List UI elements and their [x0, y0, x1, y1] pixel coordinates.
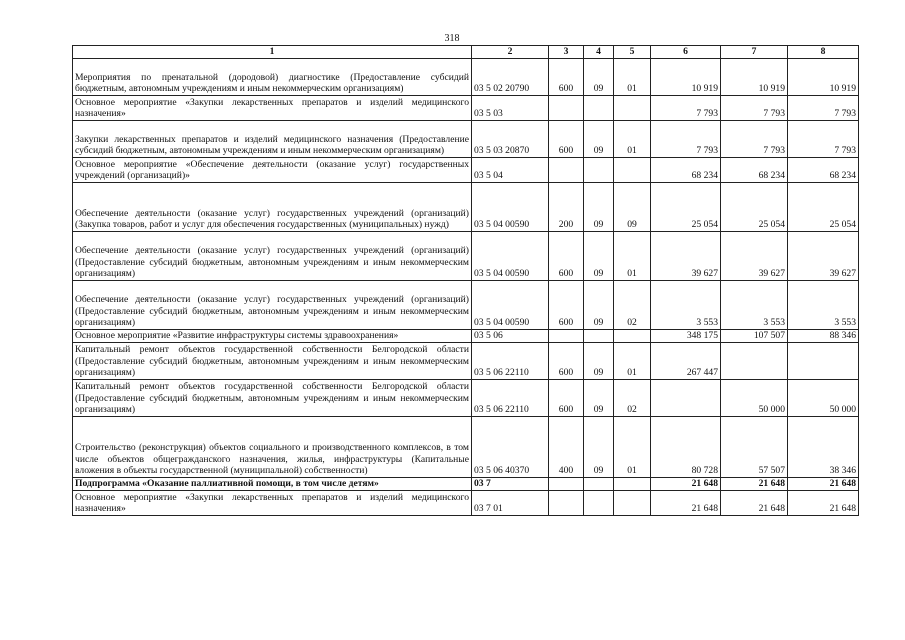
row-code: 03 7 01 [472, 491, 549, 516]
row-col-7: 7 793 [721, 121, 788, 158]
row-col-6: 80 728 [651, 417, 721, 478]
table-row [73, 59, 859, 96]
row-col-3 [549, 158, 584, 183]
row-col-4: 09 [584, 281, 614, 330]
row-col-6: 21 648 [651, 491, 721, 516]
row-col-5 [614, 330, 651, 343]
row-code: 03 7 [472, 478, 549, 491]
row-col-6: 7 793 [651, 96, 721, 121]
header-cell: 2 [472, 46, 549, 59]
row-name: Капитальный ремонт объектов государственной собственности Белгородской области (Предоставление субсидий бюджетным, автономным учреждениям и иным некоммерческим организациям) [73, 343, 472, 380]
table-row [73, 417, 859, 478]
header-cell: 1 [73, 46, 472, 59]
table-row [73, 478, 859, 491]
row-col-6: 25 054 [651, 183, 721, 232]
row-col-3 [549, 491, 584, 516]
table-row [73, 330, 859, 343]
row-col-6: 10 919 [651, 59, 721, 96]
row-col-5: 09 [614, 183, 651, 232]
row-name: Обеспечение деятельности (оказание услуг) государственных учреждений (организаций) (Закупка товаров, работ и услуг для обеспечения государственных (муниципальных) нужд) [73, 183, 472, 232]
row-col-3: 600 [549, 232, 584, 281]
row-col-8 [788, 343, 859, 380]
row-col-7: 7 793 [721, 96, 788, 121]
row-col-8: 88 346 [788, 330, 859, 343]
row-col-7: 25 054 [721, 183, 788, 232]
row-code: 03 5 04 [472, 158, 549, 183]
row-col-6: 3 553 [651, 281, 721, 330]
row-col-7: 21 648 [721, 478, 788, 491]
row-col-5: 02 [614, 380, 651, 417]
row-col-8: 21 648 [788, 478, 859, 491]
row-col-7: 39 627 [721, 232, 788, 281]
row-col-8: 38 346 [788, 417, 859, 478]
row-col-7: 3 553 [721, 281, 788, 330]
row-name: Основное мероприятие «Обеспечение деятельности (оказание услуг) государственных учреждений (организаций)» [73, 158, 472, 183]
row-col-3: 600 [549, 59, 584, 96]
row-col-3: 600 [549, 343, 584, 380]
row-col-5 [614, 478, 651, 491]
row-name: Капитальный ремонт объектов государственной собственности Белгородской области (Предоставление субсидий бюджетным, автономным учреждениям и иным некоммерческим организациям) [73, 380, 472, 417]
row-col-7: 68 234 [721, 158, 788, 183]
row-col-4: 09 [584, 232, 614, 281]
table-row [73, 281, 859, 330]
header-row [73, 46, 859, 59]
row-col-8: 25 054 [788, 183, 859, 232]
header-cell: 4 [584, 46, 614, 59]
row-col-5 [614, 491, 651, 516]
row-col-3: 600 [549, 380, 584, 417]
row-col-6: 39 627 [651, 232, 721, 281]
row-col-3: 600 [549, 281, 584, 330]
table-row [73, 343, 859, 380]
row-code: 03 5 03 [472, 96, 549, 121]
row-name: Обеспечение деятельности (оказание услуг) государственных учреждений (организаций) (Предоставление субсидий бюджетным, автономным учреждениям и иным некоммерческим организациям) [73, 232, 472, 281]
row-col-5: 01 [614, 343, 651, 380]
row-code: 03 5 02 20790 [472, 59, 549, 96]
row-name: Основное мероприятие «Закупки лекарственных препаратов и изделий медицинского назначения» [73, 96, 472, 121]
row-col-8: 3 553 [788, 281, 859, 330]
row-code: 03 5 06 22110 [472, 343, 549, 380]
header-cell: 6 [651, 46, 721, 59]
header-cell: 3 [549, 46, 584, 59]
row-col-6: 68 234 [651, 158, 721, 183]
row-code: 03 5 04 00590 [472, 232, 549, 281]
row-col-3 [549, 478, 584, 491]
row-col-8: 39 627 [788, 232, 859, 281]
row-col-4: 09 [584, 183, 614, 232]
row-name: Мероприятия по пренатальной (дородовой) диагностике (Предоставление субсидий бюджетным, автономным учреждениям и иным некоммерческим организациям) [73, 59, 472, 96]
row-col-6: 7 793 [651, 121, 721, 158]
row-col-5: 01 [614, 417, 651, 478]
row-name: Закупки лекарственных препаратов и изделий медицинского назначения (Предоставление субсидий бюджетным, автономным учреждениям и иным некоммерческим организациям) [73, 121, 472, 158]
row-col-4 [584, 478, 614, 491]
row-col-5: 01 [614, 59, 651, 96]
row-name: Строительство (реконструкция) объектов социального и производственного комплексов, в том числе объектов общегражданского назначения, жилья, инфраструктуры (Капитальные вложения в объекты государственной (муниципальной) собственности) [73, 417, 472, 478]
row-col-5: 01 [614, 121, 651, 158]
header-cell: 7 [721, 46, 788, 59]
row-col-4: 09 [584, 59, 614, 96]
row-col-4 [584, 158, 614, 183]
row-col-5: 02 [614, 281, 651, 330]
table-row [73, 183, 859, 232]
row-col-8: 10 919 [788, 59, 859, 96]
row-col-4 [584, 96, 614, 121]
row-col-3 [549, 330, 584, 343]
table-row [73, 121, 859, 158]
row-col-7: 50 000 [721, 380, 788, 417]
budget-table [72, 45, 859, 516]
row-name: Подпрограмма «Оказание паллиативной помощи, в том числе детям» [73, 478, 472, 491]
row-code: 03 5 06 [472, 330, 549, 343]
table-row [73, 380, 859, 417]
row-col-4 [584, 330, 614, 343]
table-row [73, 232, 859, 281]
row-col-6 [651, 380, 721, 417]
row-col-8: 50 000 [788, 380, 859, 417]
row-name: Обеспечение деятельности (оказание услуг) государственных учреждений (организаций) (Предоставление субсидий бюджетным, автономным учреждениям и иным некоммерческим организациям) [73, 281, 472, 330]
header-cell: 5 [614, 46, 651, 59]
row-col-8: 7 793 [788, 96, 859, 121]
row-col-7: 10 919 [721, 59, 788, 96]
row-col-4: 09 [584, 380, 614, 417]
row-code: 03 5 06 40370 [472, 417, 549, 478]
row-col-6: 21 648 [651, 478, 721, 491]
row-col-4: 09 [584, 121, 614, 158]
row-col-7: 21 648 [721, 491, 788, 516]
row-col-4: 09 [584, 417, 614, 478]
row-col-3: 600 [549, 121, 584, 158]
row-col-8: 68 234 [788, 158, 859, 183]
row-col-3: 200 [549, 183, 584, 232]
row-code: 03 5 03 20870 [472, 121, 549, 158]
row-col-8: 21 648 [788, 491, 859, 516]
row-col-8: 7 793 [788, 121, 859, 158]
row-code: 03 5 06 22110 [472, 380, 549, 417]
row-col-6: 267 447 [651, 343, 721, 380]
row-col-4 [584, 491, 614, 516]
table-body [73, 59, 859, 516]
table-row [73, 158, 859, 183]
row-col-4: 09 [584, 343, 614, 380]
header-cell: 8 [788, 46, 859, 59]
row-name: Основное мероприятие «Развитие инфраструктуры системы здравоохранения» [73, 330, 472, 343]
row-col-3 [549, 96, 584, 121]
table-row [73, 96, 859, 121]
row-col-5 [614, 96, 651, 121]
row-code: 03 5 04 00590 [472, 183, 549, 232]
table-row [73, 491, 859, 516]
row-code: 03 5 04 00590 [472, 281, 549, 330]
page-number: 318 [444, 33, 460, 44]
row-col-7: 57 507 [721, 417, 788, 478]
row-col-7: 107 507 [721, 330, 788, 343]
row-col-7 [721, 343, 788, 380]
row-col-6: 348 175 [651, 330, 721, 343]
row-col-5 [614, 158, 651, 183]
row-col-5: 01 [614, 232, 651, 281]
row-col-3: 400 [549, 417, 584, 478]
row-name: Основное мероприятие «Закупки лекарственных препаратов и изделий медицинского назначения» [73, 491, 472, 516]
